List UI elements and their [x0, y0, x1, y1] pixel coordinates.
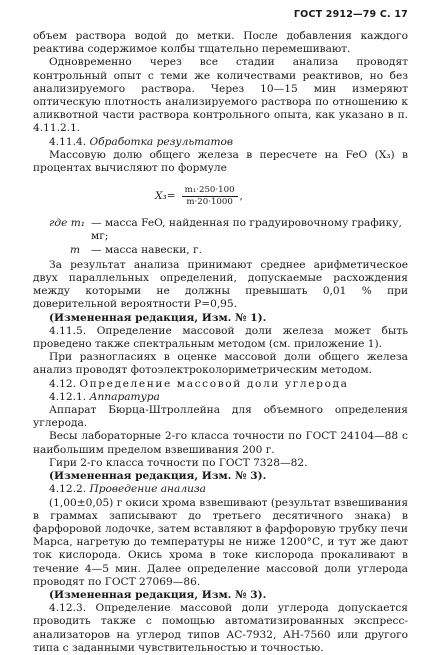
- definition-symbol: где m₁: [49, 217, 85, 230]
- paragraph: объем раствора водой до метки. После добавления каждого реактива содержимое колбы тщательно перемешивают.: [33, 30, 408, 56]
- revision-note: (Измененная редакция, Изм. № 3).: [49, 588, 267, 601]
- section-title: Определение массовой доли углерода: [79, 377, 349, 390]
- definition-text: — масса навески, г.: [91, 243, 202, 256]
- formula: [155, 181, 408, 211]
- formula-denominator: m·20·1000: [186, 196, 233, 207]
- paragraph: 4.11.5. Определение массовой доли железа может быть проведено также спектральным методом (см. приложение 1).: [33, 324, 408, 351]
- definition-row: [33, 217, 408, 243]
- section-title: Проведение анализа: [89, 483, 206, 496]
- definition-text: — масса FeO, найденная по градуировочному графику, мг;: [91, 217, 402, 243]
- paragraph: При разногласиях в оценке массовой доли общего железа анализ проводят фотоэлектроколориметрическим методом.: [33, 351, 408, 377]
- section-number: 4.12.2.: [49, 483, 87, 496]
- revision-note: (Измененная редакция, Изм. № 3).: [49, 470, 267, 483]
- section-title: Аппаратура: [89, 390, 160, 403]
- paragraph: (1,00±0,05) г окиси хрома взвешивают (результат взвешивания в граммах записывают до третьего десятичного знака) в фарфоровой лодочке, затем вставляют в фарфоровую трубку печи Марса, нагретую до температуры не ниже 1200°С, и тут же дают ток кислорода. Окись хрома в токе кислорода прокаливают в течение 4—5 мин. Далее определение массовой доли углерода проводят по ГОСТ 27069—86.: [33, 496, 408, 588]
- section-title: Обработка результатов: [89, 135, 234, 148]
- formula-numerator: m₁·250·100: [182, 185, 238, 197]
- section-heading-4-11-4: [33, 136, 408, 149]
- paragraph: Аппарат Бюрца-Штроллейна для объемного определения углерода.: [33, 404, 408, 430]
- section-number: 4.12.1.: [49, 390, 87, 403]
- paragraph: Весы лабораторные 2-го класса точности по ГОСТ 24104—88 с наибольшим пределом взвешивания 200 г.: [33, 430, 408, 456]
- formula-fraction: [182, 185, 238, 208]
- formula-end: ,: [239, 189, 243, 202]
- section-heading-4-12: [33, 378, 408, 391]
- definition-symbol: m: [70, 243, 81, 256]
- paragraph: 4.12.3. Определение массовой доли углерода допускается проводить также с помощью автоматизированных экспресс-анализаторов на углерод типов АС-7932, АН-7560 или другого типа с заданными чувствительностью и точностью.: [33, 602, 408, 654]
- definition-row: [33, 244, 408, 257]
- page-header: ГОСТ 2912—79 С. 17: [293, 9, 408, 20]
- document-page: [33, 30, 408, 655]
- paragraph: За результат анализа принимают среднее арифметическое двух параллельных определений, допускаемые расхождения между которыми не должны превышать 0,01 % при доверительной вероятности P=0,95.: [33, 258, 408, 311]
- paragraph: Массовую долю общего железа в пересчете на FeO (X₃) в процентах вычисляют по формуле: [33, 148, 408, 175]
- paragraph: Гири 2-го класса точности по ГОСТ 7328—82.: [49, 456, 308, 469]
- section-heading-4-12-1: [33, 391, 408, 404]
- section-heading-4-12-2: [33, 483, 408, 496]
- revision-note: (Измененная редакция, Изм. № 1).: [49, 311, 267, 324]
- paragraph: Одновременно через все стадии анализа проводят контрольный опыт с теми же количествами реактивов, но без анализируемого раствора. Через 10—15 мин измеряют оптическую плотность анализируемого раствора по отношению к аликвотной части раствора контрольного опыта, как указано в п. 4.11.2.1.: [33, 56, 408, 135]
- formula-lhs: X₃=: [155, 189, 176, 202]
- section-number: 4.12.: [49, 377, 76, 390]
- section-number: 4.11.4.: [49, 135, 87, 148]
